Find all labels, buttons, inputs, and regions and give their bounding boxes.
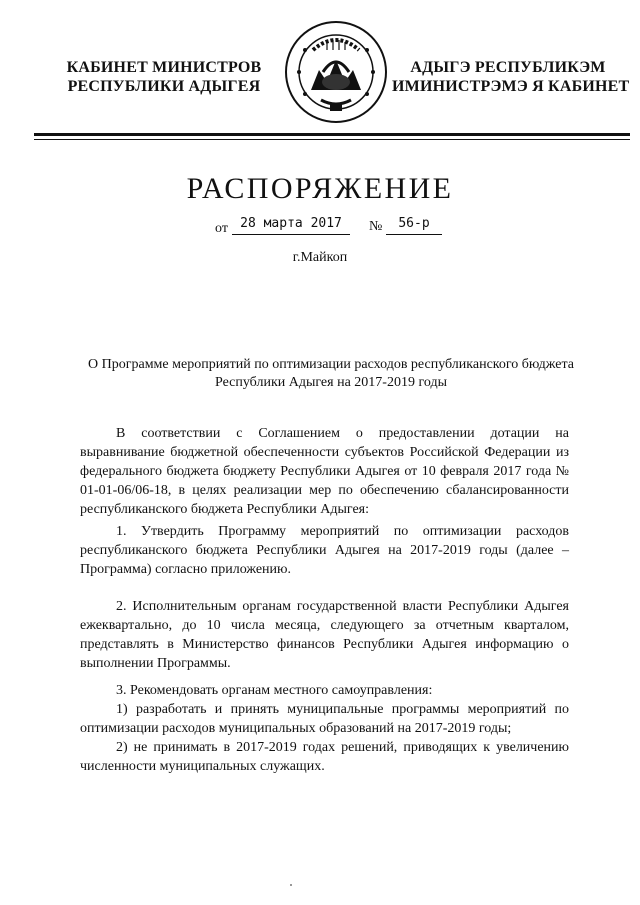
issuer-line-1: КАБИНЕТ МИНИСТРОВ [66,59,262,76]
document-title: РАСПОРЯЖЕНИЕ [186,172,454,205]
number-underline [386,234,442,235]
issuer-name-russian [66,58,262,96]
header-rule-thin [34,139,630,140]
clause-3-intro: 3. Рекомендовать органам местного самоуправления: [116,683,433,698]
issuer-name-adyghe [392,58,630,96]
scan-speck [290,884,292,886]
clause-1-text: 1. Утвердить Программу мероприятий по оптимизации расходов республиканского бюджета Республики Адыгея на 2017-2019 годы (далее – Программа) согласно приложению. [80,524,569,577]
document-date: 28 марта 2017 [240,216,342,231]
number-label: № [369,219,383,234]
preamble-paragraph [80,424,569,519]
clause-3-item-1: 1) разработать и принять муниципальные программы мероприятий по оптимизации расходов муниципальных образований на 2017-2019 годы; [80,702,569,736]
date-label: от [215,221,228,236]
clause-1-paragraph [80,522,569,579]
coat-of-arms-emblem [283,20,389,124]
date-underline [232,234,350,235]
document-subject: О Программе мероприятий по оптимизации расходов республиканского бюджета Республики Адыгея на 2017-2019 годы [88,357,574,390]
header-rule-thick [34,133,630,136]
preamble-text: В соответствии с Соглашением о предоставлении дотации на выравнивание бюджетной обеспеченности субъектов Российской Федерации из федерального бюджета бюджету Республики Адыгея от 10 февраля 2017 года № 01-01-06/06-18, в целях реализации мер по обеспечению сбалансированности республиканского бюджета Республики Адыгея: [80,426,569,517]
document-city: г.Майкоп [292,250,348,265]
clause-3-item-2: 2) не принимать в 2017-2019 годах решений, приводящих к увеличению численности муниципальных служащих. [80,740,569,774]
clause-2-text: 2. Исполнительным органам государственной власти Республики Адыгея ежеквартально, до 10 числа месяца, следующего за отчетным кварталом, представлять в Министерство финансов Республики Адыгея информацию о выполнении Программы. [80,599,569,671]
clause-2-paragraph [80,597,569,673]
clause-3-paragraph [80,681,569,776]
issuer-line-2: РЕСПУБЛИКИ АДЫГЕЯ [67,78,261,95]
issuer-adyghe-line-1: АДЫГЭ РЕСПУБЛИКЭМ [410,59,606,76]
document-number: 56-р [398,216,430,231]
issuer-adyghe-line-2: ИМИНИСТРЭМЭ Я КАБИНЕТ [392,78,630,95]
